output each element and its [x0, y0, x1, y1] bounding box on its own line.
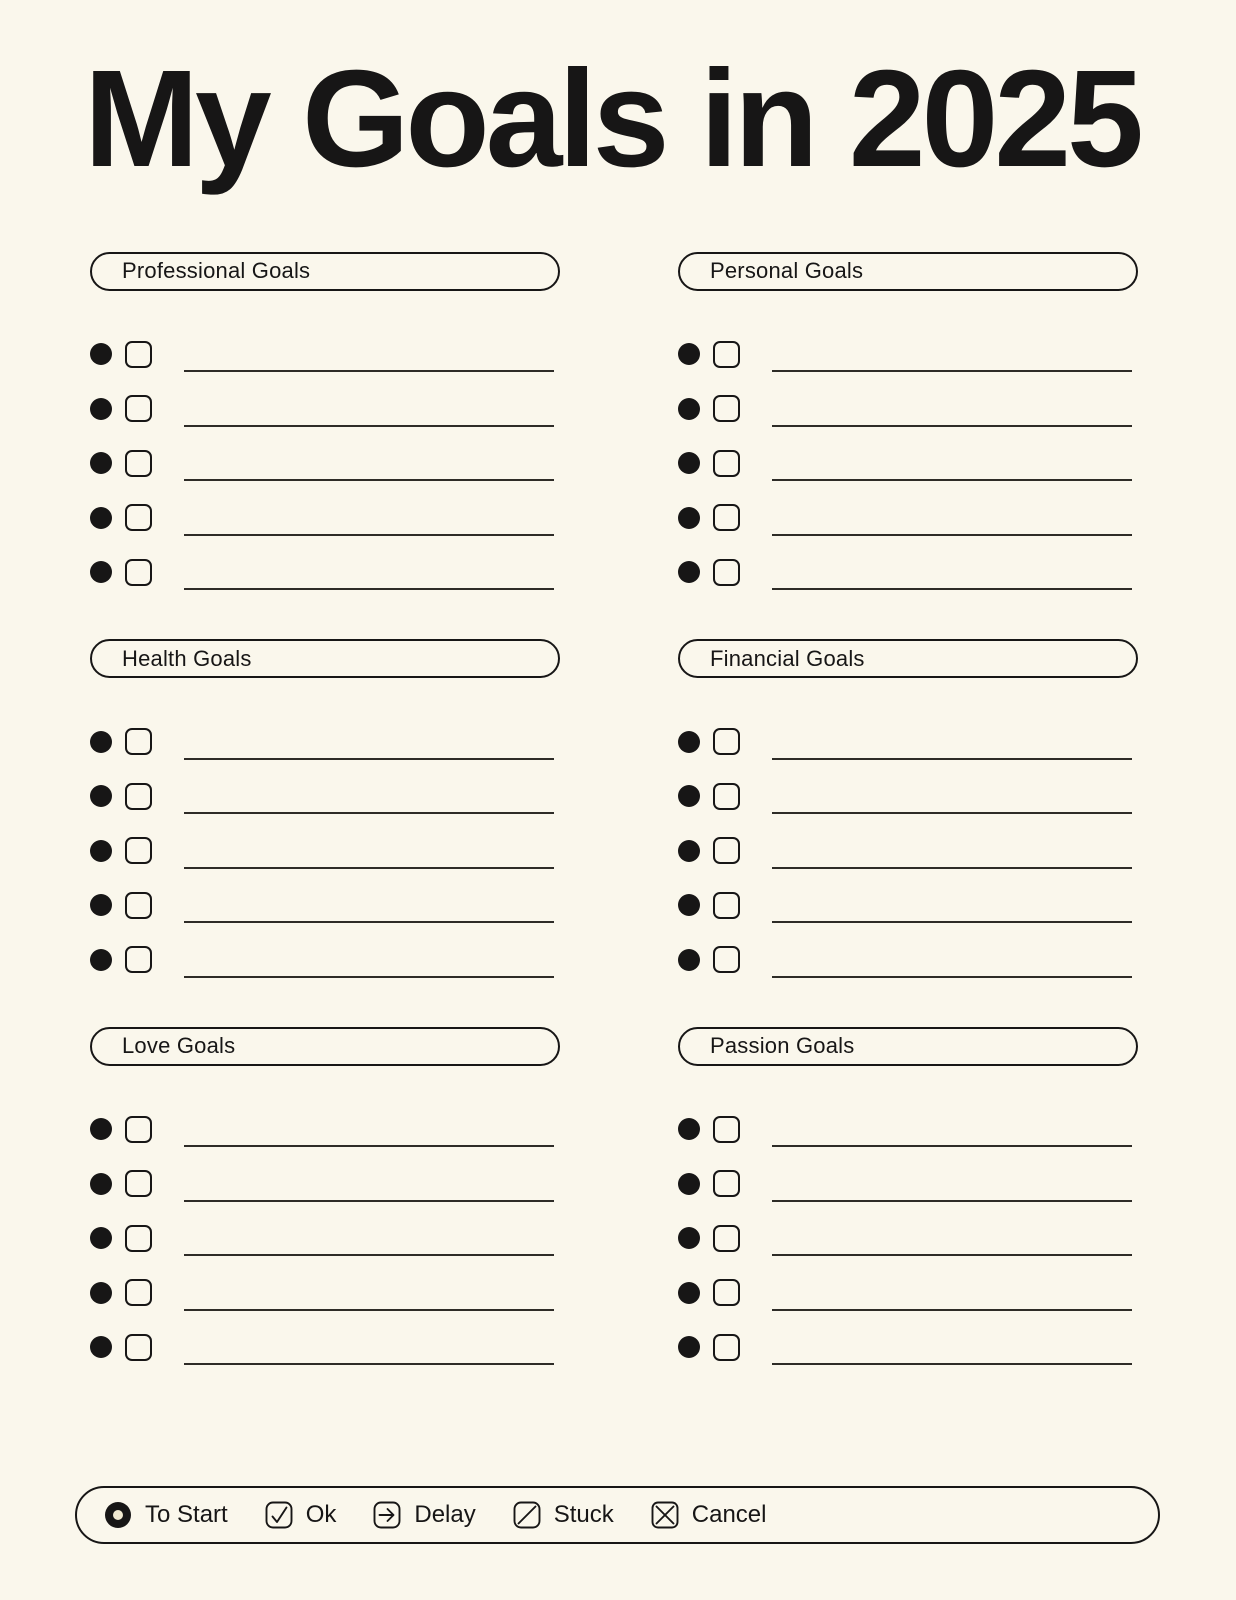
goal-row [678, 878, 1138, 933]
goal-row [90, 327, 560, 382]
goal-row [90, 932, 560, 987]
goal-row [678, 490, 1138, 545]
goal-rows [678, 1102, 1138, 1375]
section-header-pill [678, 639, 1138, 678]
bullet-dot-icon [90, 840, 112, 862]
goal-write-line[interactable] [184, 1145, 554, 1147]
goal-row [678, 327, 1138, 382]
status-checkbox[interactable] [125, 341, 152, 368]
goal-write-line[interactable] [184, 370, 554, 372]
goal-row [678, 932, 1138, 987]
goal-row [678, 381, 1138, 436]
goal-write-line[interactable] [184, 1363, 554, 1365]
goal-write-line[interactable] [772, 1309, 1132, 1311]
status-checkbox[interactable] [125, 837, 152, 864]
status-checkbox[interactable] [125, 946, 152, 973]
section-passion-goals [678, 1027, 1138, 1375]
bullet-dot-icon [678, 507, 700, 529]
goal-write-line[interactable] [772, 867, 1132, 869]
bullet-dot-icon [90, 1227, 112, 1249]
goal-write-line[interactable] [772, 1254, 1132, 1256]
section-professional-goals [90, 252, 560, 600]
bullet-dot-icon [678, 840, 700, 862]
bullet-dot-icon [90, 561, 112, 583]
goal-row [678, 823, 1138, 878]
goal-row [678, 1156, 1138, 1211]
status-checkbox[interactable] [713, 1225, 740, 1252]
status-checkbox[interactable] [713, 1334, 740, 1361]
goal-write-line[interactable] [184, 534, 554, 536]
bullet-dot-icon [678, 894, 700, 916]
goal-write-line[interactable] [184, 867, 554, 869]
status-checkbox[interactable] [125, 728, 152, 755]
bullet-dot-icon [678, 1118, 700, 1140]
status-checkbox[interactable] [125, 1334, 152, 1361]
goal-row [90, 1265, 560, 1320]
goal-row [90, 878, 560, 933]
delay-arrow-icon [373, 1501, 401, 1529]
goal-write-line[interactable] [184, 1254, 554, 1256]
goal-row [678, 714, 1138, 769]
goal-row [678, 769, 1138, 824]
bullet-dot-icon [678, 785, 700, 807]
goal-write-line[interactable] [772, 425, 1132, 427]
bullet-dot-icon [678, 343, 700, 365]
status-checkbox[interactable] [713, 946, 740, 973]
bullet-dot-icon [678, 452, 700, 474]
goal-row [678, 545, 1138, 600]
goal-rows [678, 327, 1138, 600]
bullet-dot-icon [90, 343, 112, 365]
section-title: Financial Goals [710, 645, 865, 671]
section-title: Personal Goals [710, 258, 864, 284]
legend-item-to-start [104, 1501, 228, 1529]
status-checkbox[interactable] [713, 1279, 740, 1306]
status-legend [75, 1486, 1160, 1544]
section-health-goals [90, 639, 560, 987]
goal-write-line[interactable] [184, 1200, 554, 1202]
status-checkbox[interactable] [125, 450, 152, 477]
goal-row [90, 545, 560, 600]
goal-row [678, 1265, 1138, 1320]
bullet-dot-icon [678, 1227, 700, 1249]
goal-write-line[interactable] [772, 588, 1132, 590]
goal-write-line[interactable] [772, 812, 1132, 814]
goal-write-line[interactable] [184, 921, 554, 923]
goal-write-line[interactable] [772, 1363, 1132, 1365]
goal-write-line[interactable] [184, 758, 554, 760]
bullet-dot-icon [678, 1173, 700, 1195]
goal-row [678, 436, 1138, 491]
goals-grid [90, 252, 1236, 1375]
bullet-dot-icon [90, 949, 112, 971]
goal-write-line[interactable] [772, 758, 1132, 760]
goal-row [90, 490, 560, 545]
bullet-dot-icon [678, 561, 700, 583]
goal-row [90, 714, 560, 769]
status-checkbox[interactable] [125, 395, 152, 422]
bullet-dot-icon [90, 1282, 112, 1304]
goal-row [678, 1211, 1138, 1266]
goal-write-line[interactable] [772, 479, 1132, 481]
stuck-slash-icon [513, 1501, 541, 1529]
section-personal-goals [678, 252, 1138, 600]
bullet-dot-icon [90, 1173, 112, 1195]
bullet-dot-icon [90, 1118, 112, 1140]
goal-row [90, 1102, 560, 1157]
status-checkbox[interactable] [713, 892, 740, 919]
goal-rows [90, 327, 560, 600]
legend-item-ok [265, 1501, 337, 1529]
goal-write-line[interactable] [184, 1309, 554, 1311]
goal-write-line[interactable] [772, 1200, 1132, 1202]
goal-write-line[interactable] [772, 921, 1132, 923]
legend-label: Cancel [691, 1501, 767, 1528]
goal-write-line[interactable] [772, 1145, 1132, 1147]
goal-row [678, 1320, 1138, 1375]
legend-item-stuck [513, 1501, 614, 1529]
legend-item-cancel [651, 1501, 767, 1529]
goal-row [678, 1102, 1138, 1157]
status-checkbox[interactable] [125, 1279, 152, 1306]
status-checkbox[interactable] [125, 1116, 152, 1143]
status-checkbox[interactable] [125, 1225, 152, 1252]
goal-row [90, 436, 560, 491]
section-title: Professional Goals [122, 258, 311, 284]
status-checkbox[interactable] [713, 395, 740, 422]
goal-write-line[interactable] [184, 588, 554, 590]
bullet-dot-icon [90, 398, 112, 420]
goal-row [90, 823, 560, 878]
status-checkbox[interactable] [713, 783, 740, 810]
status-checkbox[interactable] [713, 728, 740, 755]
section-header-pill [90, 252, 560, 291]
section-love-goals [90, 1027, 560, 1375]
legend-label: Stuck [553, 1501, 614, 1528]
goal-write-line[interactable] [772, 370, 1132, 372]
section-title: Passion Goals [710, 1033, 855, 1059]
goal-row [90, 769, 560, 824]
goal-write-line[interactable] [184, 812, 554, 814]
bullet-dot-icon [90, 507, 112, 529]
status-checkbox[interactable] [125, 892, 152, 919]
status-checkbox[interactable] [713, 559, 740, 586]
bullet-dot-icon [678, 398, 700, 420]
status-checkbox[interactable] [713, 341, 740, 368]
section-header-pill [678, 1027, 1138, 1066]
section-header-pill [678, 252, 1138, 291]
bullet-dot-icon [90, 731, 112, 753]
legend-label: Delay [414, 1501, 476, 1528]
bullet-dot-icon [678, 1282, 700, 1304]
goal-row [90, 381, 560, 436]
legend-label: To Start [145, 1501, 228, 1528]
goal-write-line[interactable] [772, 534, 1132, 536]
bullet-dot-icon [678, 1336, 700, 1358]
status-checkbox[interactable] [713, 1116, 740, 1143]
section-title: Love Goals [122, 1033, 236, 1059]
goal-rows [90, 1102, 560, 1375]
status-checkbox[interactable] [713, 450, 740, 477]
bullet-dot-icon [90, 894, 112, 916]
status-checkbox[interactable] [125, 1170, 152, 1197]
legend-label: Ok [305, 1501, 337, 1528]
bullet-dot-icon [90, 1336, 112, 1358]
status-checkbox[interactable] [125, 559, 152, 586]
goal-write-line[interactable] [184, 425, 554, 427]
bullet-dot-icon [90, 785, 112, 807]
status-checkbox[interactable] [713, 504, 740, 531]
goal-rows [90, 714, 560, 987]
page-title: My Goals in 2025 [84, 42, 1140, 196]
status-checkbox[interactable] [713, 1170, 740, 1197]
bullet-dot-icon [678, 949, 700, 971]
goal-write-line[interactable] [772, 976, 1132, 978]
goal-rows [678, 714, 1138, 987]
bullet-dot-icon [678, 731, 700, 753]
section-title: Health Goals [122, 645, 252, 671]
section-header-pill [90, 639, 560, 678]
section-header-pill [90, 1027, 560, 1066]
section-financial-goals [678, 639, 1138, 987]
goal-write-line[interactable] [184, 479, 554, 481]
to-start-radio-icon [104, 1501, 132, 1529]
goal-write-line[interactable] [184, 976, 554, 978]
ok-check-icon [265, 1501, 293, 1529]
goal-row [90, 1320, 560, 1375]
goal-row [90, 1211, 560, 1266]
legend-item-delay [373, 1501, 475, 1529]
status-checkbox[interactable] [713, 837, 740, 864]
status-checkbox[interactable] [125, 504, 152, 531]
status-checkbox[interactable] [125, 783, 152, 810]
bullet-dot-icon [90, 452, 112, 474]
goal-row [90, 1156, 560, 1211]
cancel-x-icon [651, 1501, 679, 1529]
